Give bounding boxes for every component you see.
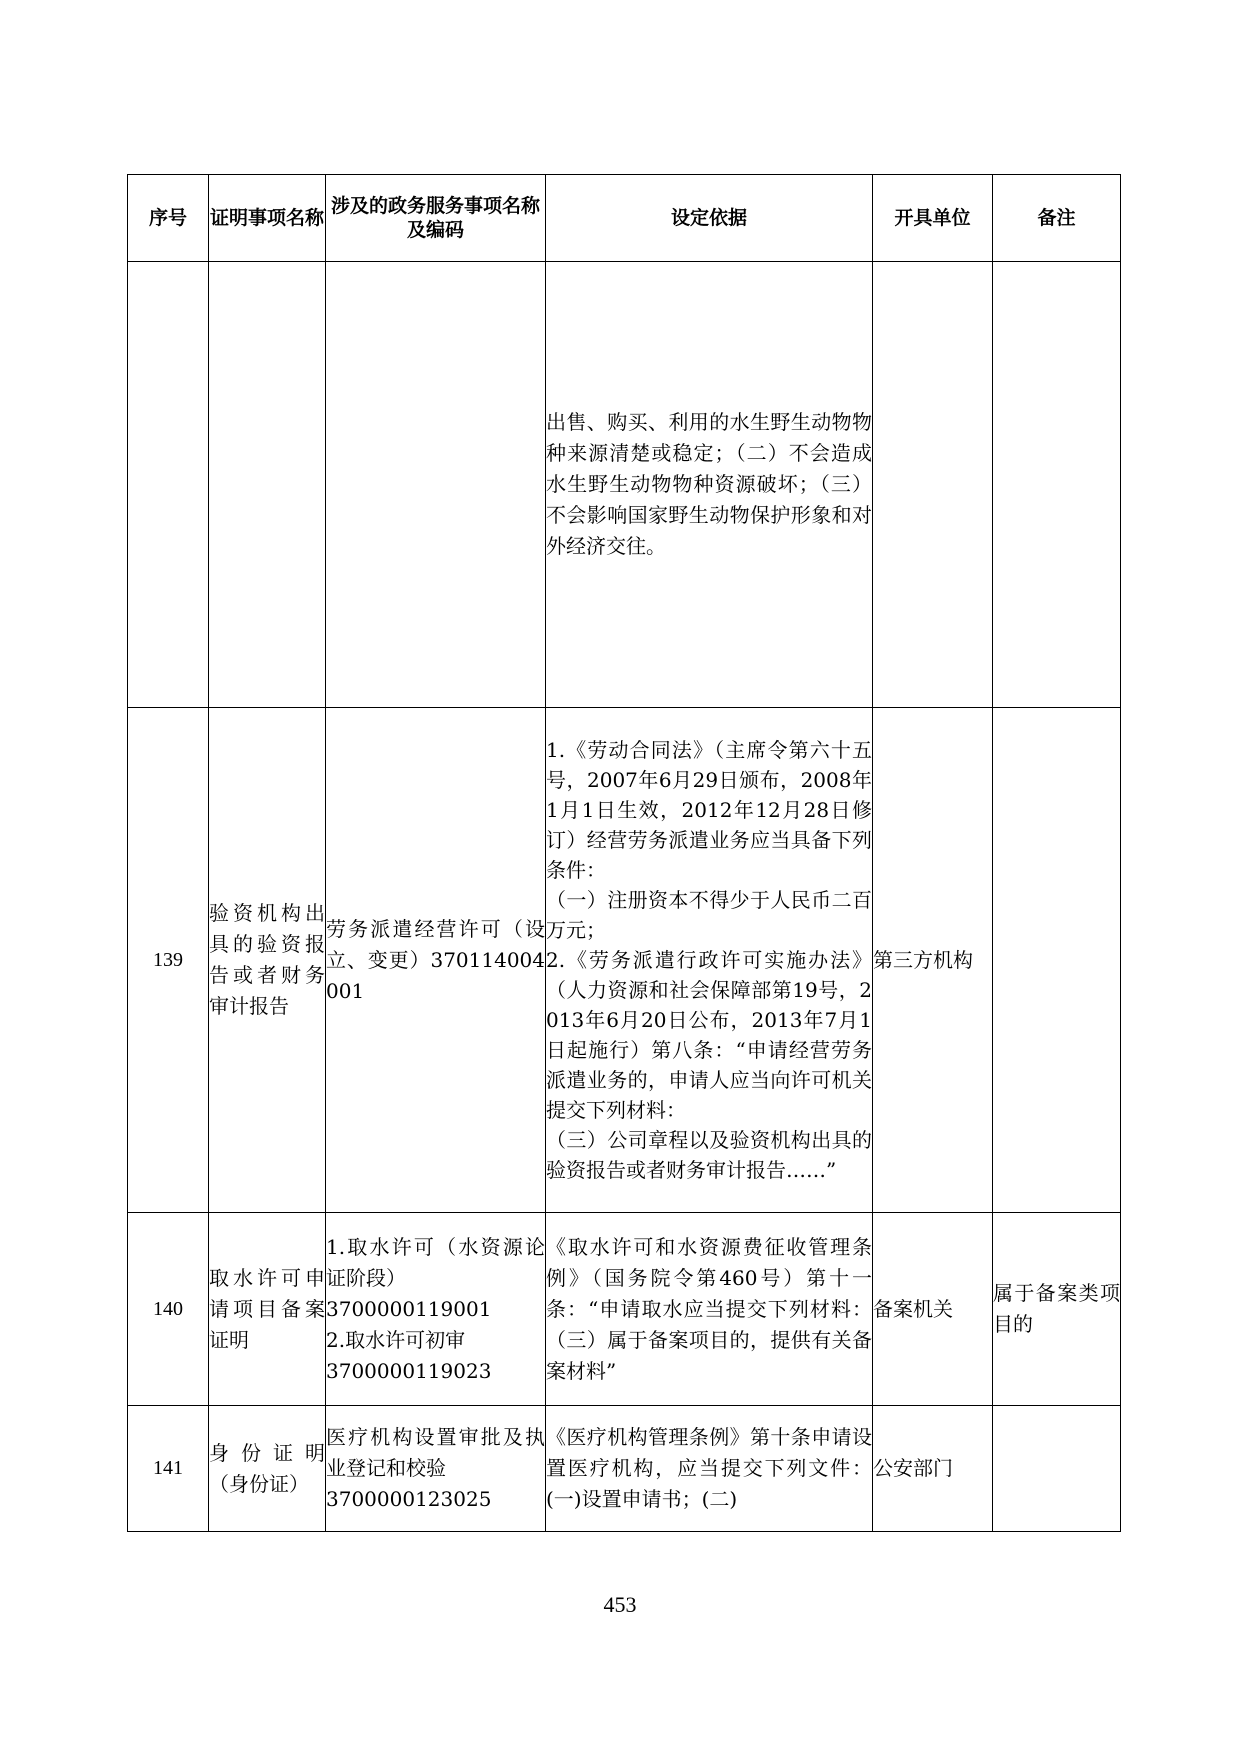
issuer-cell: 公安部门 — [873, 1406, 993, 1532]
seq-cell: 139 — [128, 708, 209, 1213]
service-cell: 1.取水许可（水资源论证阶段） 3700000119001 2.取水许可初审 3700000119023 — [326, 1213, 546, 1406]
header-cert-name: 证明事项名称 — [209, 175, 326, 262]
remark-cell — [993, 1406, 1121, 1532]
cert-name-cell — [209, 262, 326, 708]
remark-cell — [993, 262, 1121, 708]
cert-name-cell: 身份证明（身份证） — [209, 1406, 326, 1532]
table-header-row — [128, 175, 1121, 262]
table-row — [128, 708, 1121, 1213]
page-number: 453 — [603, 1592, 637, 1617]
certificate-table — [127, 174, 1121, 1532]
remark-cell — [993, 708, 1121, 1213]
seq-cell: 140 — [128, 1213, 209, 1406]
issuer-cell: 第三方机构 — [873, 708, 993, 1213]
seq-cell — [128, 262, 209, 708]
service-cell: 医疗机构设置审批及执业登记和校验 3700000123025 — [326, 1406, 546, 1532]
basis-cell: 出售、购买、利用的水生野生动物物种来源清楚或稳定；（二）不会造成水生野生动物物种资源破坏；（三）不会影响国家野生动物保护形象和对外经济交往。 — [546, 262, 873, 708]
header-service: 涉及的政务服务事项名称及编码 — [326, 175, 546, 262]
basis-cell: 1.《劳动合同法》（主席令第六十五号，2007年6月29日颁布，2008年1月1日生效，2012年12月28日修订）经营劳务派遣业务应当具备下列条件： （一）注册资本不得少于人民币二百万元； 2.《劳务派遣行政许可实施办法》（人力资源和社会保障部第19号，2013年6月20日公布，2013年7月1日起施行）第八条：“申请经营劳务派遣业务的，申请人应当向许可机关提交下列材料： （三）公司章程以及验资机构出具的验资报告或者财务审计报告……” — [546, 708, 873, 1213]
header-basis: 设定依据 — [546, 175, 873, 262]
basis-cell: 《医疗机构管理条例》第十条申请设置医疗机构，应当提交下列文件：(一)设置申请书；(二) — [546, 1406, 873, 1532]
service-cell: 劳务派遣经营许可（设立、变更）370114004001 — [326, 708, 546, 1213]
cert-name-cell: 验资机构出具的验资报告或者财务审计报告 — [209, 708, 326, 1213]
issuer-cell — [873, 262, 993, 708]
issuer-cell: 备案机关 — [873, 1213, 993, 1406]
table-row — [128, 1213, 1121, 1406]
table-row — [128, 262, 1121, 708]
service-cell — [326, 262, 546, 708]
table-row — [128, 1406, 1121, 1532]
header-remark: 备注 — [993, 175, 1121, 262]
header-issuer: 开具单位 — [873, 175, 993, 262]
header-seq: 序号 — [128, 175, 209, 262]
basis-cell: 《取水许可和水资源费征收管理条例》（国务院令第460号）第十一条：“申请取水应当提交下列材料：（三）属于备案项目的，提供有关备案材料” — [546, 1213, 873, 1406]
cert-name-cell: 取水许可申请项目备案证明 — [209, 1213, 326, 1406]
remark-cell: 属于备案类项目的 — [993, 1213, 1121, 1406]
seq-cell: 141 — [128, 1406, 209, 1532]
